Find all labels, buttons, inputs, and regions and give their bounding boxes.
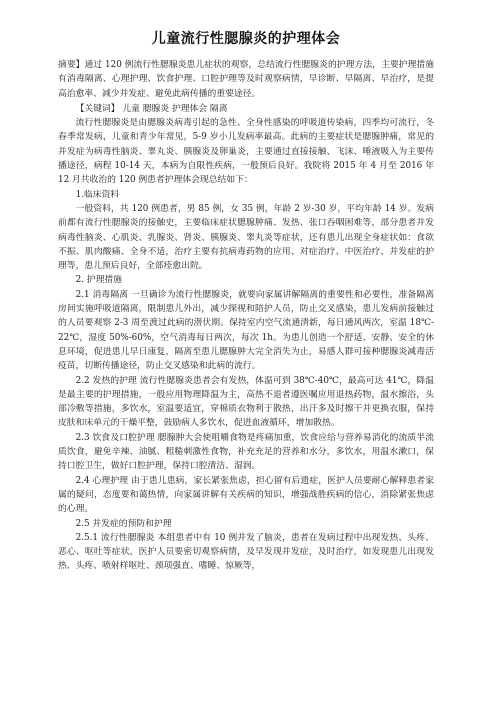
keywords-line: 【关键词】 儿童 腮腺炎 护理体会 隔离 <box>75 103 228 114</box>
section-body-diet: 2.3 饮食及口腔护理 腮腺肿大会使咀嚼食物是疼痛加重，饮食应给与营养易消化的流质半流质饮食，避免辛辣、油腻、粗糙刺激性食物，补充充足的营养和水分，多饮水，用温水漱口，保持口腔卫生，做好口腔护理，保持口腔清洁、湿润。 <box>58 432 434 472</box>
intro-paragraph: 流行性腮腺炎是由腮腺炎病毒引起的急性、全身性感染的呼吸道传染病，四季均可流行，冬春季常发病，儿童和青少年常见，5-9 岁小儿发病率最高。此病的主要症状是腮腺肿痛，常见的并发症为病毒性脑炎、睾丸炎、胰腺炎及卵巢炎，主要通过直接接触、飞沫、唾液吸入为主要传播途径，病程 10-14 天，本病为自限性疾病，一般预后良好。我院将 2015 年 4 月至 2016 年 12 月共收治的 120 例患者护理体会现总结如下： <box>58 118 434 186</box>
section-body-psych: 2.4 心理护理 由于患儿患病，家长紧张焦虑，担心留有后遗症，医护人员要耐心解释患者家属的疑问，态度要和蔼热情，向家属讲解有关疾病的知识，增强战胜疾病的信心，消除紧张焦虑的心理。 <box>58 475 434 515</box>
section-heading-nursing: 2. 护理措施 <box>75 275 122 286</box>
document-title: 儿童流行性腮腺炎的护理体会 <box>151 31 341 47</box>
section-body-clinical: 一般资料，共 120 例患者，男 85 例，女 35 例，年龄 2 岁-30 岁，平均年龄 14 岁。发病前都有流行性腮腺炎的接触史，主要临床症状腮腺肿痛、发热、张口吞咽困难等，部分患者并发病毒性脑炎、心肌炎、乳腺炎、肾炎、胰腺炎、睾丸炎等症状，还有患儿出现全身症状如：食欲不振、肌肉酸痛、全身不适，治疗主要有抗病毒药物的应用、对症治疗、中医治疗、并发症的护理等，患儿预后良好，全部痊愈出院。 <box>58 203 434 272</box>
section-body-isolation: 2.1 消毒隔离 一旦确诊为流行性腮腺炎，就要向家属讲解隔离的重要性和必要性，准备隔离房间实施呼吸道隔离，限制患儿外出，减少探视和陪护人员，防止交叉感染，患儿发病前接触过的人员要观察 2-3 周至渡过此病的潜伏期。保持室内空气流通清新，每日通风两次，室温 18℃-22℃，湿度 50%-60%，空气消毒每日两次，每次 1h。为患儿创造一个舒适、安静、安全的休息环境，促进患儿早日康复，隔离至患儿腮腺肿大完全消失为止，易感人群可接种腮腺炎减毒活疫苗，切断传播途径，防止交叉感染和此病的流行。 <box>58 289 434 372</box>
section-body-fever: 2.2 发热的护理 流行性腮腺炎患者会有发热，体温可到 38℃-40℃，最高可达 41℃，降温是最主要的护理措施，一般应用物理降温为主，高热不退者遵医嘱应用退热药物，温水擦浴，头部冷敷等措施，多饮水，室温要适宜，穿棉质衣物利于散热，出汗多及时擦干并更换衣服，保持皮肤和床单元的干燥平整，鼓励病人多饮水，促进血液循环，增加散热。 <box>58 375 434 429</box>
abstract-paragraph: 摘要】通过 120 例流行性腮腺炎患儿症状的观察，总结流行性腮腺炎的护理方法，主要护理措施有消毒隔离、心理护理、饮食护理、口腔护理等及时观察病情，早诊断、早隔离、早治疗，是提高治愈率、减少并发症、避免此病传播的重要途径。 <box>58 60 434 99</box>
section-body-encephalitis: 2.5.1 流行性腮腺炎 本组患者中有 10 例并发了脑炎，患者在发病过程中出现发热、头疼、恶心、呕吐等症状，医护人员要密切观察病情，及早发现并发症，及时治疗，如发现患儿出现发热、头疼、喷射样呕吐、颈项强直、嗜睡、惊厥等， <box>58 532 434 572</box>
section-heading-clinical: 1.临床资料 <box>75 189 120 200</box>
section-body-complications-heading: 2.5 并发症的预防和护理 <box>75 518 172 529</box>
